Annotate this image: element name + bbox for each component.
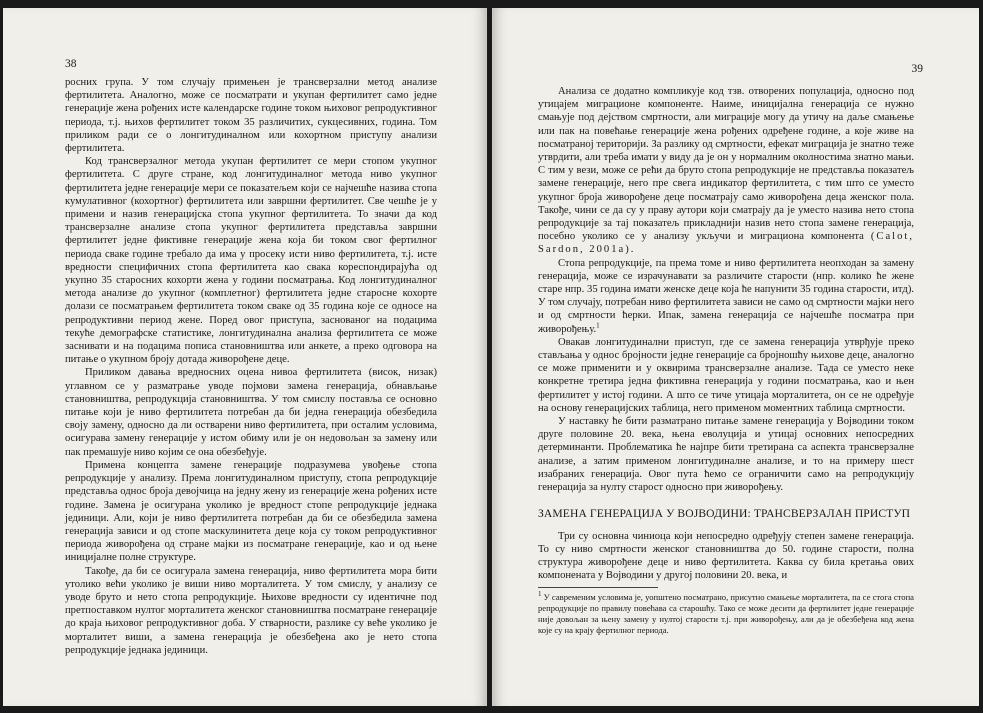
footnote-number: 1 — [538, 590, 542, 599]
paragraph: Код трансверзалног метода укупан фертилитет се мери стопом укупног фертилитета. С друге стране, код лонгитудиналног метода ниво укупног фертилитета једне генерације мери се показатељем који се најчешће назива стопа кумулативног (кохортног) фертилитета или завршни фертилитет. Све чешће је у примени и назив генерацијска стопа укупног фертилитета. То значи да код трансверзалне анализе стопа укупног фертилитета представља завршни фертилитет једне фиктивне генерације жена која би током свог фертилног периода сваке године требало да има у просеку исти ниво фертилитета, т.ј. исте вредности специфичних стопа фертилитета као свака кореспондирајућа од укупно 35 старосних кохорти жена у години посматрања. Код лонгитудиналног метода анализе до укупног (комплетног) фертилитета једне старосне кохорте долази се посматрањем фертилитета током сваке од 35 година које се односе на репродуктивни период жене. Поред овог приступа, заснованог на подацима текуће демографске статистике, лонгитудинална анализа фертилитета се може заснивати и на подацима пописа становништва или анкете, а преко одговора на питање о укупном броју дотада живорођене деце. — [65, 156, 437, 366]
footnote-text: У савременим условима је, уопштено посматрано, присутно смањење морталитета, па се стога стопа репродукције по правилу повећава са старошћу. Тако се може десити да фертилитет једне генерације није довољан за њену замену у нултој старости т.ј. при живорођењу, али да је обезбеђена код жена које су на крају фертилног периода. — [538, 592, 914, 636]
page-number-left: 38 — [65, 58, 77, 70]
footnote — [538, 592, 914, 636]
paragraph-text: Анализа се додатно компликује код тзв. отворених популација, односно под утицајем миграционе компоненте. Наиме, иницијална генерација се нужно смањује под дејством смртности, али миграције могу да утичу на даље смањење или пак на повећање генерације жена рођених одређене године, а које живе на посматраној територији. За разлику од смртности, ефекат миграција је знатно теже утврдити, али треба имати у виду да је он у нормалним околностима знатно мањи. С тим у вези, може се рећи да бруто стопа репродукције не представља показатељ замене генерације, него пре свега индикатор фертилитета, с тим што се уместо укупног броја живорођене деце посматрају само живорођена деца женског пола. Такође, чини се да су у праву аутори који сматрају да је уместо назива нето стопа репродукције за тај показатељ прикладнији назив нето стопа замене генерација, посебно уколико се у анализу укључи и миграциона компонента — [538, 86, 914, 243]
right-page — [492, 8, 979, 706]
citation: (Calot, Sardon, 2001a). — [538, 231, 915, 256]
paragraph: Примена концепта замене генерације подразумева увођење стопа репродукције у анализу. Према лонгитудиналном приступу, стопа репродукције представља однос броја девојчица на једну жену из генерације жена рођених исте године. Замена је осигурана уколико је вредност стопе репродукције једнака јединици. Али, који је ниво фертилитета потребан да би се обезбедила замена генерација зависи и од стопе маскулинитета деце која су током репродуктивног периода живорођена од стране мајки из посматране генерације, као и од њене иницијалне полне структуре. — [65, 459, 437, 564]
paragraph: Приликом давања вредносних оцена нивоа фертилитета (висок, низак) углавном се у разматрање уводе појмови замена генерација, обнављање становништва, репродукција становништва. У том смислу поставља се основно питање који је ниво фертилитета потребан да би једна генерација обезбедила своју замену, односно да ли остварени ниво фертилитета, при осталим условима, осигурава замену генерације у истом обиму или је он недовољан за замену или пак премашује ниво којим се она обезбеђује. — [65, 367, 437, 458]
paragraph: росних група. У том случају примењен је трансверзални метод анализе фертилитета. Аналогно, може се посматрати и укупан фертилитет само једне генерације жена рођених исте календарске године током њиховог репродуктивног периода, т.ј. њихов фертилитет током 35 различитих, сукцесивних, година. Том приликом ради се о лонгитудиналном или кохортном приступу анализи фертилитета. — [65, 77, 437, 155]
left-page — [3, 8, 487, 706]
paragraph-text: Стопа репродукције, па према томе и ниво фертилитета неопходан за замену генерација, може се израчунавати за различите старости (нпр. колико ће жене старе нпр. 35 година имати женске деце која ће напунити 35 година старости, итд). У том случају, потребан ниво фертилитета зависи не само од смртности мајки него и од смртности ћерки. Ипак, замена генерација се најчешће посматра при живорођењу. — [538, 257, 914, 335]
paragraph: Такође, да би се осигурала замена генерација, ниво фертилитета мора бити утолико већи уколико је виши ниво морталитета. У том смислу, у анализу се уводе бруто и нето стопа репродукције. Њихове вредности су идентичне под претпоставком нултог морталитета женског становништва посматране генерације до краја њиховог репродуктивног доба. У стварности, разлике су веће уколико је морталитет виши, а замена генерација је обезбеђена ако је нето стопа репродукције једнака јединици. — [65, 565, 437, 656]
paragraph — [538, 257, 914, 336]
section-heading: ЗАМЕНА ГЕНЕРАЦИЈА У ВОЈВОДИНИ: ТРАНСВЕРЗАЛАН ПРИСТУП — [538, 507, 911, 521]
paragraph: Три су основна чиниоца који непосредно одређују степен замене генерација. То су ниво смртности женског становништва до 50. године старости, полна структура живорођене деце и ниво фертилитета. Каква су била кретања ових компонената у Војводини у другој половини 20. века, и — [538, 530, 914, 582]
page-number-right: 39 — [911, 63, 923, 75]
footnote-divider — [538, 587, 658, 588]
right-page-body — [538, 85, 914, 636]
left-page-body — [65, 76, 437, 657]
paragraph: У наставку ће бити разматрано питање замене генерација у Војводини током друге половине 20. века, њена еволуција и утицај основних непосредних детерминанти. Проблематика ће најпре бити третирана са аспекта трансверзалне анализе, а затим применом лонгитудиналне анализе, и то на примеру шест изабраних генерација. Овог пута ћемо се ограничити само на репродукцију генерација за нулту старост односно при живорођењу. — [538, 416, 914, 494]
paragraph — [538, 85, 914, 257]
paragraph: Овакав лонгитудинални приступ, где се замена генерација утврђује преко стављања у однос бројности једне генерације са бројношћу њихове деце, аналогно се може применити и у оквирима трансверзалне анализе. Тада се уместо неке конкретне третира једна фиктивна генерација у години посматрања, као и њен фертилитет у истој години. А што се тиче утицаја морталитета, он се не одређује на основу генерацијских таблица, него применом моментних таблица смртности. — [538, 336, 914, 414]
footnote-reference: 1 — [596, 321, 600, 330]
